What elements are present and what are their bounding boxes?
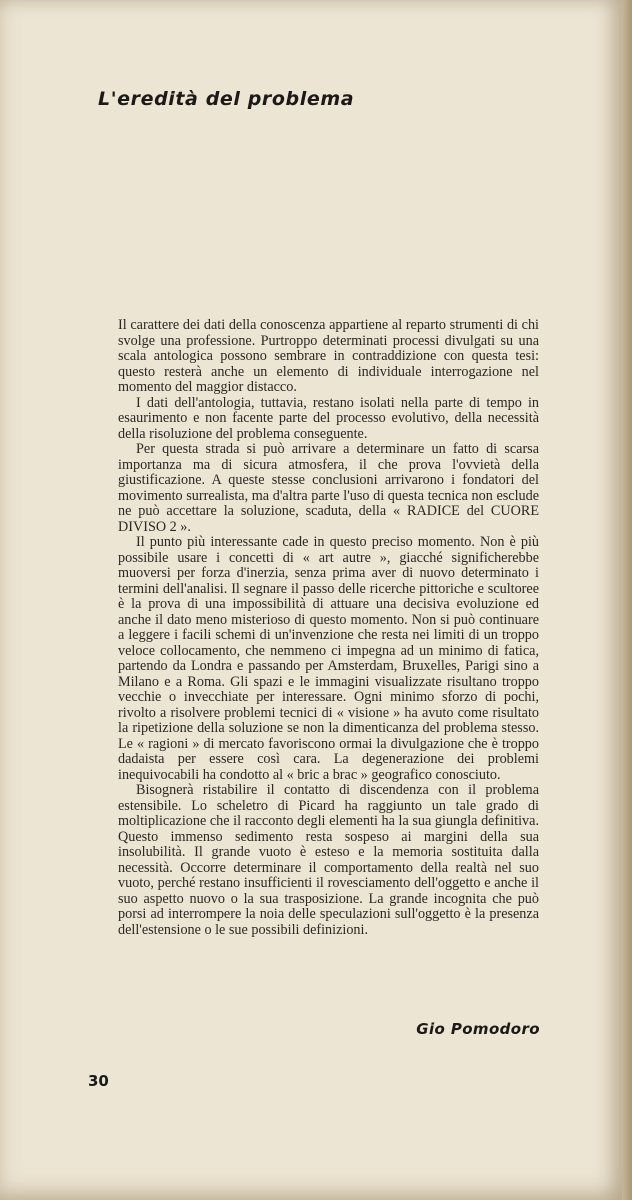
paragraph-4: Il punto più interessante cade in questo preciso momento. Non è più possibile usare i concetti di « art autre », giacché significherebbe muoversi per forza d'inerzia, senza prima aver di nuovo determinato i termini dell'analisi. Il segnare il passo delle ricerche pittoriche e scultoree è la prova di una impossibilità di attuare una decisiva evoluzione ed anche il dato meno misterioso di questo momento. Non si può continuare a leggere i facili schemi di un'invenzione che resta nei limiti di un troppo veloce collocamento, che nemmeno ci impegna ad un minimo di fatica, partendo da Londra e passando per Amsterdam, Bruxelles, Parigi sino a Milano e a Roma. Gli spazi e le immagini visualizzate risultano troppo vecchie o invecchiate per interessare. Ogni minimo sforzo di pochi, rivolto a risolvere problemi tecnici di « visione » ha avuto come risultato la ripetizione della soluzione se non la dimenticanza del problema stesso. Le « ragioni » di mercato favoriscono ormai la divulgazione che è troppo dadaista per essere così cara. La degenerazione dei problemi inequivocabili ha condotto al « bric a brac » geografico conosciuto. xyxy=(118,534,539,783)
page-number: 30 xyxy=(88,1072,109,1090)
article-body xyxy=(118,318,539,938)
article-heading: L'eredità del problema xyxy=(98,88,355,110)
paragraph-1: Il carattere dei dati della conoscenza appartiene al reparto strumenti di chi svolge una professione. Purtroppo determinati processi divulgati su una scala antologica possono sembrare in contraddizione con questa tesi: questo resterà anche un elemento di individuale interrogazione nel momento del maggior distacco. xyxy=(118,317,539,395)
page-edge-shadow xyxy=(622,0,632,1200)
paragraph-3: Per questa strada si può arrivare a determinare un fatto di scarsa importanza ma di sicura atmosfera, il che prova l'ovvietà della giustificazione. A queste stesse conclusioni arrivarono i fondatori del movimento surrealista, ma d'altra parte l'uso di questa tecnica non esclude ne può accettare la soluzione, scaduta, della « RADICE del CUORE DIVISO 2 ». xyxy=(118,441,539,535)
author-signature: Gio Pomodoro xyxy=(416,1020,540,1038)
paragraph-2: I dati dell'antologia, tuttavia, restano isolati nella parte di tempo in esaurimento e non facente parte del processo evolutivo, della necessità della risoluzione del problema conseguente. xyxy=(118,394,539,442)
paragraph-5: Bisognerà ristabilire il contatto di discendenza con il problema estensibile. Lo scheletro di Picard ha raggiunto un tale grado di moltiplicazione che il racconto degli elementi ha la sua giungla definitiva. Questo immenso sedimento resta sospeso ai margini della sua insolubilità. Il grande vuoto è esteso e la memoria sostituita dalla necessità. Occorre determinare il comportamento della realtà nel suo vuoto, perché restano insufficienti il rovesciamento dell'oggetto e anche il suo aspetto nuovo o la sua trasposizione. La grande incognita che può porsi ad interrompere la noia delle speculazioni sull'oggetto è la presenza dell'estensione o le sue possibili definizioni. xyxy=(118,782,539,938)
